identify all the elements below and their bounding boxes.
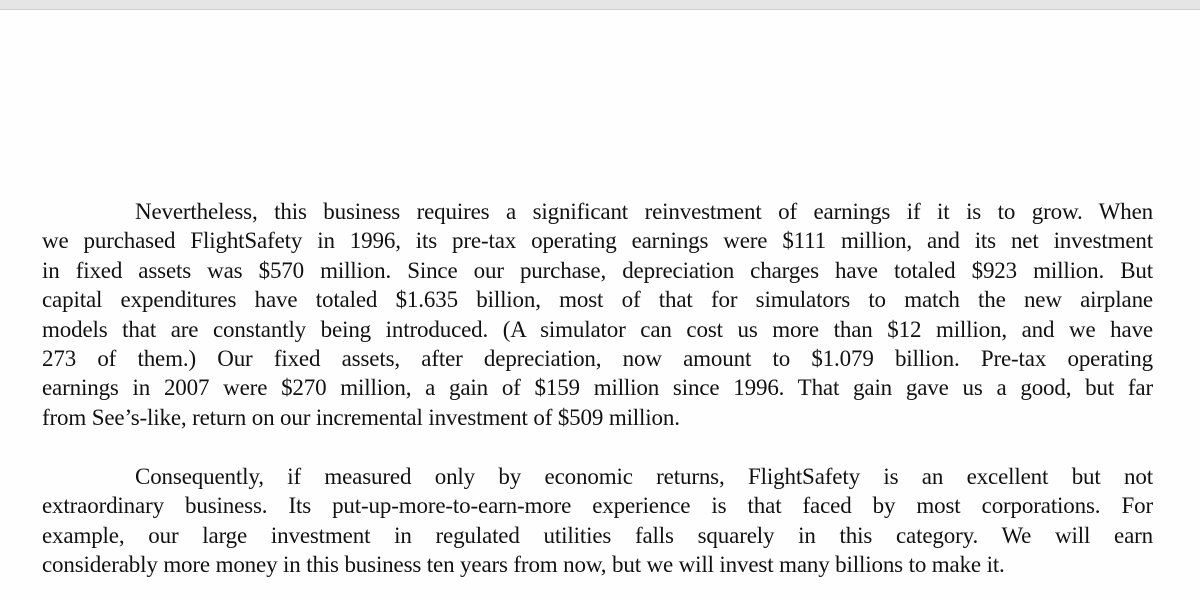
text-line: considerably more money in this business ten years from now, but we will invest many billions to make it. (42, 552, 1005, 578)
text-line: example, our large investment in regulated utilities falls squarely in this category. We will earn (42, 522, 1153, 548)
text-line: from See’s-like, return on our incremental investment of $509 million. (42, 404, 680, 430)
paragraph-flightsafety-reinvestment (42, 197, 1153, 432)
document-page (0, 10, 1200, 600)
text-line: Consequently, if measured only by economic returns, FlightSafety is an excellent but not (135, 464, 1153, 489)
text-line: in fixed assets was $570 million. Since our purchase, depreciation charges have totaled $923 million. But (42, 257, 1153, 283)
text-line: earnings in 2007 were $270 million, a gain of $159 million since 1996. That gain gave us a good, but far (42, 375, 1153, 401)
text-line: models that are constantly being introduced. (A simulator can cost us more than $12 million, and we have (42, 316, 1153, 342)
text-line: Nevertheless, this business requires a significant reinvestment of earnings if it is to grow. When (135, 199, 1153, 224)
text-line: capital expenditures have totaled $1.635 billion, most of that for simulators to match the new airplane (42, 287, 1153, 313)
text-line: extraordinary business. Its put-up-more-to-earn-more experience is that faced by most corporations. For (42, 493, 1153, 519)
paragraph-economic-returns (42, 462, 1153, 580)
viewer-top-bar (0, 0, 1200, 10)
text-line: 273 of them.) Our fixed assets, after depreciation, now amount to $1.079 billion. Pre-tax operating (42, 345, 1153, 371)
text-line: we purchased FlightSafety in 1996, its pre-tax operating earnings were $111 million, and its net investment (42, 228, 1153, 254)
